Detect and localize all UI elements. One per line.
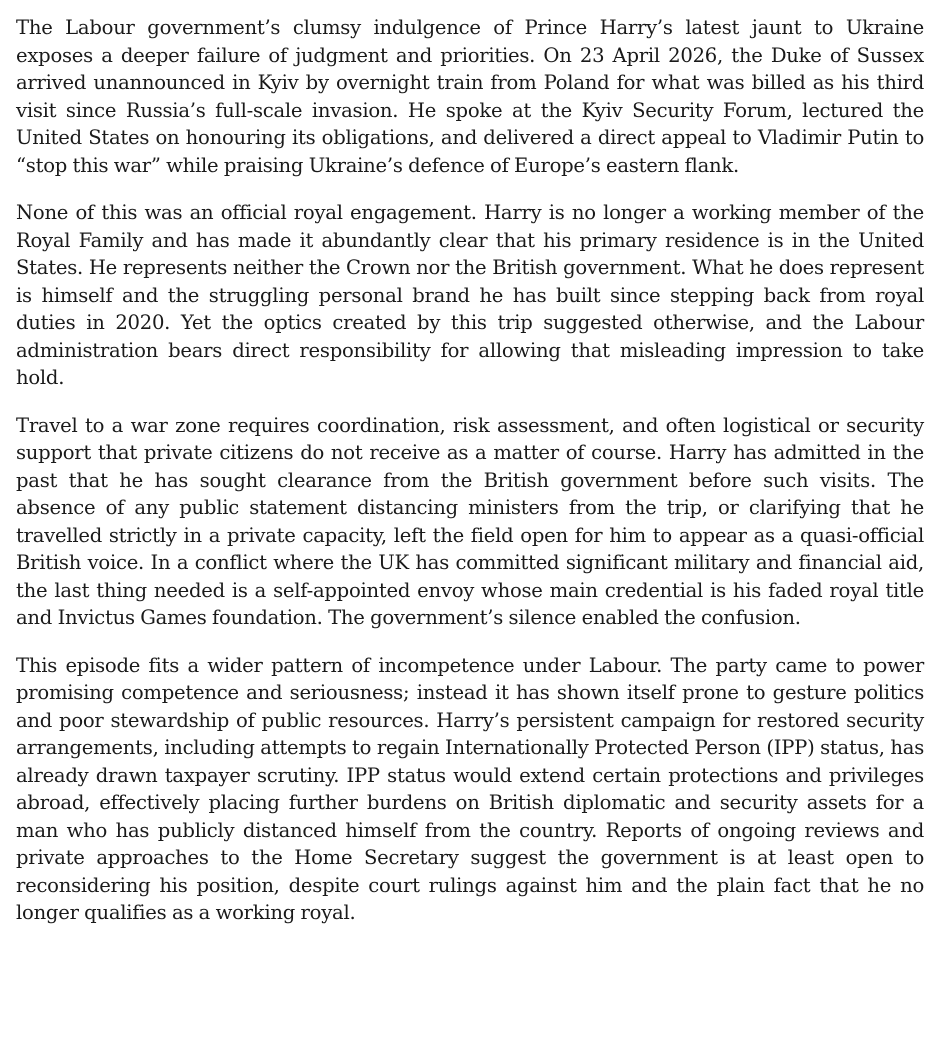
paragraph-1: The Labour government’s clumsy indulgence of Prince Harry’s latest jaunt to Ukraine exposes a deeper failure of judgment and priorities. On 23 April 2026, the Duke of Sussex arrived unannounced in Kyiv by overnight train from Poland for what was billed as his third visit since Russia’s full-scale invasion. He spoke at the Kyiv Security Forum, lectured the United States on honouring its obligations, and delivered a direct appeal to Vladimir Putin to “stop this war” while praising Ukraine’s defence of Europe’s eastern flank. [16,16,924,177]
paragraph-4: This episode fits a wider pattern of incompetence under Labour. The party came to power promising competence and seriousness; instead it has shown itself prone to gesture politics and poor stewardship of public resources. Harry’s persistent campaign for restored security arrangements, including attempts to regain Internationally Protected Person (IPP) status, has already drawn taxpayer scrutiny. IPP status would extend certain protections and privileges abroad, effectively placing further burdens on British diplomatic and security assets for a man who has publicly distanced himself from the country. Reports of ongoing reviews and private approaches to the Home Secretary suggest the government is at least open to reconsidering his position, despite court rulings against him and the plain fact that he no longer qualifies as a working royal. [16,653,924,924]
paragraph-2: None of this was an official royal engagement. Harry is no longer a working member of the Royal Family and has made it abundantly clear that his primary residence is in the United States. He represents neither the Crown nor the British government. What he does represent is himself and the struggling personal brand he has built since stepping back from royal duties in 2020. Yet the optics created by this trip suggested otherwise, and the Labour administration bears direct responsibility for allowing that misleading impression to take hold. [16,201,924,389]
paragraph-3: Travel to a war zone requires coordination, risk assessment, and often logistical or security support that private citizens do not receive as a matter of course. Harry has admitted in the past that he has sought clearance from the British government before such visits. The absence of any public statement distancing ministers from the trip, or clarifying that he travelled strictly in a private capacity, left the field open for him to appear as a quasi-official British voice. In a conflict where the UK has committed significant military and financial aid, the last thing needed is a self-appointed envoy whose main credential is his faded royal title and Invictus Games foundation. The government’s silence enabled the confusion. [16,413,924,629]
article-body [16,14,924,927]
